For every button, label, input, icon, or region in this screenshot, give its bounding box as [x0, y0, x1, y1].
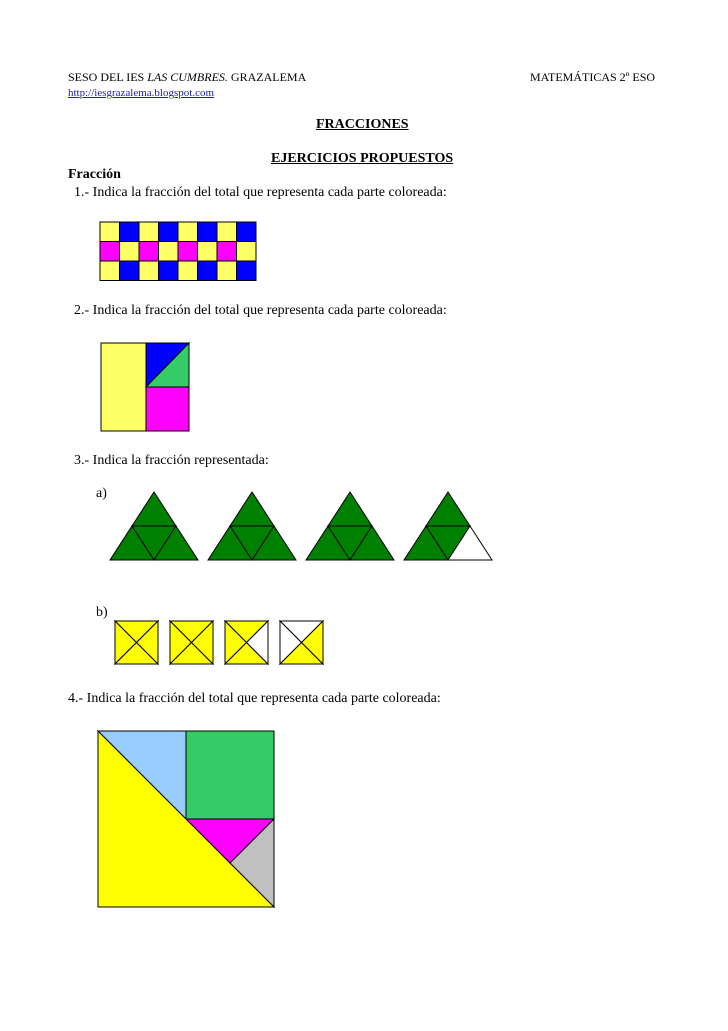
grid-cell — [139, 261, 159, 281]
grid-cell — [178, 261, 198, 281]
square-figure-piece-group — [225, 621, 268, 664]
square-figure-piece-group — [115, 621, 158, 664]
grid-cell — [120, 261, 140, 281]
school-name: LAS CUMBRES. — [147, 70, 228, 84]
grid-cell — [198, 222, 218, 242]
magenta-square — [146, 387, 189, 431]
header-school — [68, 70, 306, 85]
question-3: 3.- Indica la fracción representada: — [74, 453, 269, 468]
square-figure — [101, 343, 191, 433]
grid-cell — [139, 222, 159, 242]
header-subject: MATEMÁTICAS 2º ESO — [530, 70, 656, 84]
question-3a-label: a) — [96, 486, 107, 501]
green-square — [186, 731, 274, 819]
triangle-figure — [208, 492, 296, 560]
grid-cell — [237, 242, 257, 262]
question-2: 2.- Indica la fracción del total que representa cada parte coloreada: — [74, 303, 447, 318]
tangram-figure — [98, 731, 278, 911]
school-prefix: SESO DEL IES — [68, 70, 148, 84]
grid-cell — [159, 261, 179, 281]
square-figure-piece-group — [170, 621, 213, 664]
grid-cell — [120, 242, 140, 262]
grid-cell — [100, 222, 120, 242]
grid-cell — [217, 242, 237, 262]
grid-cell — [139, 242, 159, 262]
triangle-cell — [132, 492, 176, 526]
grid-cell — [100, 242, 120, 262]
grid-cell — [120, 222, 140, 242]
grid-cell — [178, 222, 198, 242]
page-subtitle: EJERCICIOS PROPUESTOS — [271, 151, 454, 166]
question-1: 1.- Indica la fracción del total que representa cada parte coloreada: — [74, 185, 447, 200]
grid-cell — [159, 222, 179, 242]
triangle-cell — [230, 492, 274, 526]
triangle-figure — [110, 492, 198, 560]
triangle-cell — [426, 492, 470, 526]
left-rect — [101, 343, 146, 431]
triangles-figure — [110, 492, 510, 562]
school-suffix: GRAZALEMA — [227, 70, 307, 84]
grid-cell — [178, 242, 198, 262]
triangle-cell — [328, 492, 372, 526]
question-4: 4.- Indica la fracción del total que representa cada parte coloreada: — [68, 691, 441, 706]
grid-cell — [237, 261, 257, 281]
checker-grid-figure — [100, 222, 256, 282]
grid-cell — [217, 222, 237, 242]
grid-cell — [198, 261, 218, 281]
blog-link[interactable]: http://iesgrazalema.blogspot.com — [68, 87, 215, 99]
page-title: FRACCIONES — [316, 117, 409, 132]
grid-cell — [217, 261, 237, 281]
triangle-figure — [404, 492, 492, 560]
question-3b-label: b) — [96, 605, 108, 620]
squares-figure — [115, 621, 330, 667]
grid-cell — [198, 242, 218, 262]
grid-cell — [159, 242, 179, 262]
section-title: Fracción — [68, 167, 121, 182]
square-figure-piece-group — [280, 621, 323, 664]
grid-cell — [237, 222, 257, 242]
grid-cell — [100, 261, 120, 281]
triangle-figure — [306, 492, 394, 560]
